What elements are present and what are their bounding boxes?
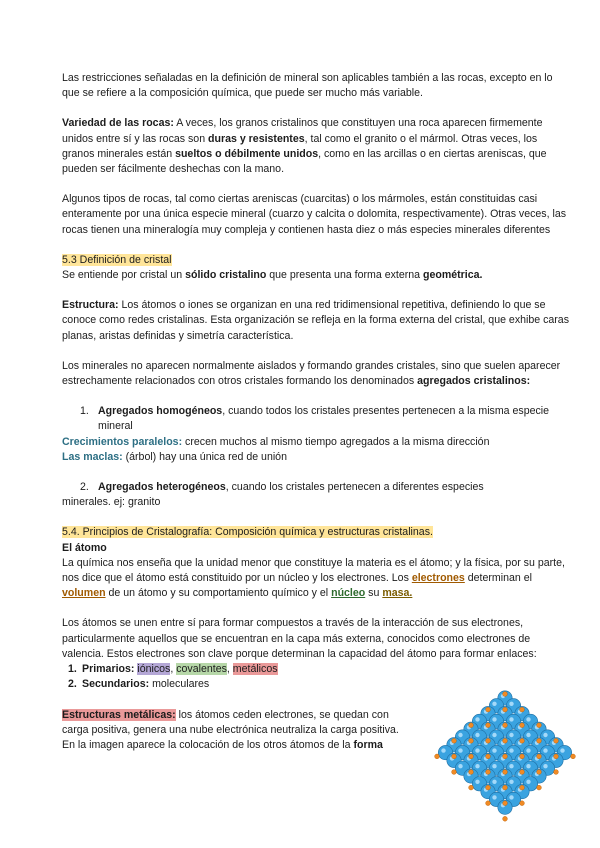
crecimientos-text: crecen muchos al mismo tiempo agregados a la misma dirección bbox=[182, 435, 490, 448]
variedad-text-1: A veces, los granos cristalinos que constituyen una roca aparecen firmemente unidos entre sí y las rocas son bbox=[62, 117, 543, 145]
electron-dot bbox=[520, 738, 525, 743]
variedad-paragraph bbox=[62, 116, 570, 177]
atomo-text-1: La química nos enseña que la unidad menor que constituye la materia es el átomo; y la física, por su parte, nos dice que el átomo está constituido por un núcleo y los electrones. Los bbox=[62, 556, 565, 585]
homogeneos-text: , cuando todos los cristales presentes pertenecen a la misma especie mineral bbox=[98, 405, 550, 433]
atom-highlight bbox=[509, 748, 513, 752]
electron-dot bbox=[486, 707, 491, 712]
atom-highlight bbox=[560, 748, 564, 752]
atom-highlight bbox=[526, 717, 530, 721]
electron-dot bbox=[469, 738, 474, 743]
secundarios-text: moleculares bbox=[149, 678, 210, 691]
electron-dot bbox=[503, 692, 508, 697]
atomo-subheading bbox=[62, 541, 570, 556]
list-number: 1. bbox=[68, 663, 77, 676]
cristal-bold-2: geométrica. bbox=[422, 269, 483, 282]
maclas-label: Las maclas: bbox=[62, 450, 123, 463]
document-page bbox=[62, 71, 570, 753]
electron-dot bbox=[486, 785, 491, 790]
electron-dot bbox=[503, 770, 508, 775]
metalicas-paragraph bbox=[62, 708, 412, 754]
variedad-text-2: , tal como el granito o el mármol. Otras veces, los granos minerales están bbox=[62, 132, 538, 160]
separator: , bbox=[170, 663, 177, 676]
list-item-primarios bbox=[62, 662, 570, 677]
electron-dot bbox=[503, 738, 508, 743]
atom-highlight bbox=[526, 780, 530, 784]
atom-highlight bbox=[458, 748, 462, 752]
atomo-text-4: su bbox=[365, 587, 383, 600]
atomo-subheading-text: El átomo bbox=[62, 541, 107, 554]
agregados-text: Los minerales no aparecen normalmente aislados y formando grandes cristales, sino que suelen aparecer estrechamente relacionados con otros cristales formando los denominados bbox=[62, 359, 561, 388]
atom-highlight bbox=[475, 748, 479, 752]
electron-dot bbox=[469, 754, 474, 759]
electron-dot bbox=[486, 801, 491, 806]
electron-dot bbox=[554, 770, 559, 775]
metalicos-term: metálicos bbox=[232, 663, 278, 676]
atomo-text-3: de un átomo y su comportamiento químico y el bbox=[105, 587, 332, 600]
atom-highlight bbox=[509, 702, 513, 706]
estructura-text: Los átomos o iones se organizan en una red tridimensional repetitiva, definiendo lo que se conoce como redes cristalinas. Esta organización se refleja en la forma externa del cristal, que exhibe caras planas, aristas definidas y simetría característica. bbox=[62, 299, 569, 342]
electron-dot bbox=[503, 816, 508, 821]
electron-dot bbox=[503, 707, 508, 712]
atomo-text-2: determinan el bbox=[464, 572, 532, 585]
atom-highlight bbox=[475, 780, 479, 784]
electron-dot bbox=[537, 738, 542, 743]
electron-dot bbox=[520, 801, 525, 806]
covalentes-term: covalentes bbox=[176, 663, 227, 676]
electron-dot bbox=[452, 738, 457, 743]
electron-dot bbox=[520, 754, 525, 759]
heterogeneos-continuation: minerales. ej: granito bbox=[62, 496, 161, 509]
intro-paragraph: Las restricciones señaladas en la definición de mineral son aplicables también a las rocas, excepto en lo que se refiere a la composición química, que puede ser mucho más variable. bbox=[62, 72, 553, 100]
electron-dot bbox=[486, 770, 491, 775]
electron-dot bbox=[469, 723, 474, 728]
electron-dot bbox=[452, 754, 457, 759]
primarios-label: Primarios: bbox=[82, 663, 135, 676]
electron-dot bbox=[503, 754, 508, 759]
cristal-bold-1: sólido cristalino bbox=[185, 269, 267, 282]
maclas-line bbox=[62, 450, 570, 465]
electron-dot bbox=[435, 754, 440, 759]
metalicas-bold: forma bbox=[353, 738, 383, 751]
separator: , bbox=[226, 663, 233, 676]
atom-highlight bbox=[509, 764, 513, 768]
atom-highlight bbox=[441, 748, 445, 752]
metalicas-text: los átomos ceden electrones, se quedan con carga positiva, genera una nube electrónica neutraliza la carga positiva. En la imagen aparece la colocación de los otros átomos de la bbox=[62, 708, 399, 751]
secundarios-label: Secundarios: bbox=[82, 678, 150, 691]
atom-highlight bbox=[475, 717, 479, 721]
ionicos-term: iónicos bbox=[137, 663, 171, 676]
section-5-4-heading bbox=[62, 525, 570, 540]
atom-highlight bbox=[543, 733, 547, 737]
atom-highlight bbox=[492, 702, 496, 706]
atom-highlight bbox=[475, 764, 479, 768]
algunos-paragraph: Algunos tipos de rocas, tal como ciertas areniscas (cuarcitas) o los mármoles, están constituidas casi enteramente por una única especie mineral (cuarzo y calcita o dolomita, respectivamente). Otras veces, las rocas tienen una mineralogía muy compleja y contienen hasta diez o más especies minerales diferentes bbox=[62, 193, 567, 236]
electron-dot bbox=[537, 723, 542, 728]
atom-highlight bbox=[509, 717, 513, 721]
atom-highlight bbox=[492, 748, 496, 752]
electron-dot bbox=[554, 754, 559, 759]
atom-highlight bbox=[492, 733, 496, 737]
maclas-text: (árbol) hay una única red de unión bbox=[122, 450, 287, 463]
heterogeneos-label: Agregados heterogéneos bbox=[98, 481, 226, 494]
variedad-bold-1: duras y resistentes bbox=[208, 132, 305, 145]
atom-highlight bbox=[492, 795, 496, 799]
atom-highlight bbox=[475, 733, 479, 737]
electron-dot bbox=[537, 754, 542, 759]
metallic-lattice-illustration bbox=[430, 680, 580, 830]
crecimientos-label: Crecimientos paralelos: bbox=[62, 435, 183, 448]
variedad-bold-2: sueltos o débilmente unidos bbox=[175, 147, 319, 160]
electron-dot bbox=[503, 785, 508, 790]
estructura-label: Estructura: bbox=[62, 299, 119, 312]
estructura-paragraph bbox=[62, 298, 570, 344]
list-number: 2. bbox=[68, 678, 77, 691]
electron-dot bbox=[486, 754, 491, 759]
atomo-paragraph bbox=[62, 556, 570, 602]
electron-dot bbox=[469, 770, 474, 775]
list-item-homogeneos bbox=[62, 404, 570, 434]
list-number: 2. bbox=[80, 481, 89, 494]
atom-highlight bbox=[543, 764, 547, 768]
electron-dot bbox=[520, 770, 525, 775]
atom-highlight bbox=[526, 764, 530, 768]
atom-highlight bbox=[492, 780, 496, 784]
atom-highlight bbox=[509, 733, 513, 737]
section-5-3-heading-text: 5.3 Definición de cristal bbox=[62, 253, 172, 266]
agregados-bold: agregados cristalinos: bbox=[417, 375, 531, 388]
atom-highlight bbox=[458, 764, 462, 768]
atom-highlight bbox=[492, 764, 496, 768]
nucleo-term: núcleo bbox=[331, 587, 366, 600]
metalicas-label: Estructuras metálicas: bbox=[62, 708, 176, 721]
atom-highlight bbox=[509, 795, 513, 799]
cristal-text-1: Se entiende por cristal un bbox=[62, 269, 186, 282]
electron-dot bbox=[486, 723, 491, 728]
electron-dot bbox=[503, 723, 508, 728]
electron-dot bbox=[520, 707, 525, 712]
electrones-term: electrones bbox=[411, 572, 465, 585]
volumen-term: volumen bbox=[62, 587, 106, 600]
cristal-definition bbox=[62, 268, 570, 283]
electron-dot bbox=[469, 785, 474, 790]
atom-highlight bbox=[526, 748, 530, 752]
atom-highlight bbox=[509, 780, 513, 784]
list-number: 1. bbox=[80, 405, 89, 418]
agregados-paragraph bbox=[62, 359, 570, 389]
masa-term: masa. bbox=[382, 587, 413, 600]
electron-dot bbox=[503, 801, 508, 806]
electron-dot bbox=[520, 785, 525, 790]
electron-dot bbox=[537, 770, 542, 775]
section-5-3-heading bbox=[62, 253, 570, 268]
homogeneos-label: Agregados homogéneos bbox=[98, 405, 223, 418]
atom-highlight bbox=[526, 733, 530, 737]
crecimientos-line bbox=[62, 435, 570, 450]
heterogeneos-text: , cuando los cristales pertenecen a diferentes especies bbox=[225, 481, 484, 494]
atom-highlight bbox=[458, 733, 462, 737]
electron-dot bbox=[486, 738, 491, 743]
cristal-text-2: que presenta una forma externa bbox=[266, 269, 423, 282]
electron-dot bbox=[537, 785, 542, 790]
electron-dot bbox=[554, 738, 559, 743]
section-5-4-heading-text: 5.4. Principios de Cristalografía: Composición química y estructuras cristalinas. bbox=[62, 526, 433, 539]
electron-dot bbox=[452, 770, 457, 775]
variedad-text-3: , como en las arcillas o en ciertas areniscas, que pueden ser fácilmente deshechas con la mano. bbox=[62, 147, 547, 176]
variedad-label: Variedad de las rocas: bbox=[62, 117, 174, 130]
enlaces-paragraph: Los átomos se unen entre sí para formar compuestos a través de la interacción de sus electrones, particularmente aquellos que se encuentran en la capa más externa, conocidos como electrones de valencia. Estos electrones son clave porque determinan la capacidad del átomo para formar enlaces: bbox=[62, 617, 537, 660]
electron-dot bbox=[571, 754, 576, 759]
electron-dot bbox=[520, 723, 525, 728]
atom-highlight bbox=[543, 748, 547, 752]
atom-highlight bbox=[492, 717, 496, 721]
list-item-heterogeneos bbox=[62, 480, 570, 495]
